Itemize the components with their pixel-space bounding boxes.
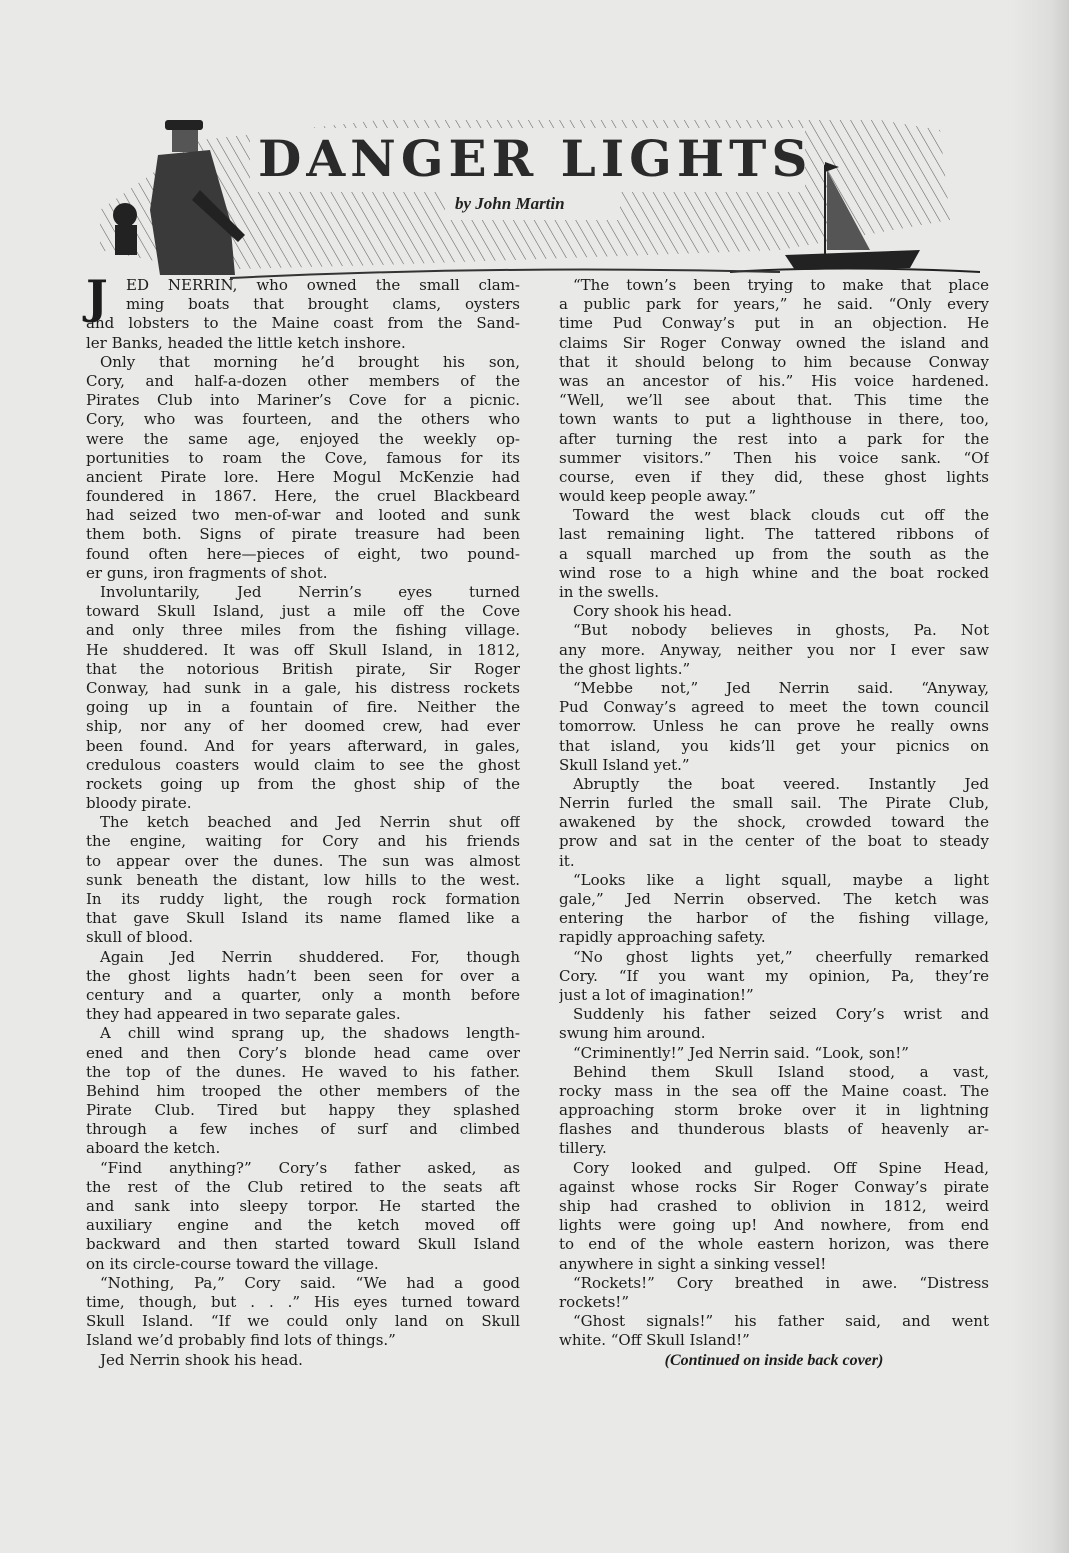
text-line: A chill wind sprang up, the shadows length- xyxy=(100,1024,520,1043)
left-column xyxy=(86,270,520,1370)
paragraph xyxy=(86,1351,520,1370)
text-line: toward Skull Island, just a mile off the Cove xyxy=(86,602,520,621)
text-line: going up in a fountain of fire. Neither the xyxy=(86,698,520,717)
text-line: just a lot of imagination!” xyxy=(559,985,754,1004)
text-line: any more. Anyway, neither you nor I ever saw xyxy=(559,640,989,659)
paragraph xyxy=(559,1063,989,1159)
text-line: been found. And for years afterward, in gales, xyxy=(86,736,520,755)
text-line: entering the harbor of the fishing village, xyxy=(559,909,989,928)
text-line: against whose rocks Sir Roger Conway’s pirate xyxy=(559,1177,989,1196)
text-line: in the swells. xyxy=(559,583,660,601)
text-line: and sank into sleepy torpor. He started the xyxy=(86,1197,520,1215)
text-line: rockets going up from the ghost ship of the xyxy=(86,774,520,793)
drop-cap: J xyxy=(86,270,108,324)
paragraph xyxy=(559,775,989,871)
text-line: time Pud Conway’s put in an objection. He xyxy=(559,314,989,333)
paragraph xyxy=(86,1274,520,1351)
text-line: the ghost lights hadn’t been seen for over a xyxy=(86,966,520,985)
text-line: and lobsters to the Maine coast from the Sand- xyxy=(86,314,520,333)
text-line: were the same age, enjoyed the weekly op- xyxy=(86,429,520,448)
text-line: foundered in 1867. Here, the cruel Blackbeard xyxy=(86,487,520,506)
text-line: Abruptly the boat veered. Instantly Jed xyxy=(573,774,989,793)
text-line: that gave Skull Island its name flamed like a xyxy=(86,909,520,928)
text-line: Cory, who was fourteen, and the others who xyxy=(86,410,520,429)
text-line: last remaining light. The tattered ribbons of xyxy=(559,525,989,544)
paragraph xyxy=(86,1024,520,1158)
text-line: aboard the ketch. xyxy=(86,1139,221,1158)
text-line: Skull Island. “If we could only land on Skull xyxy=(86,1312,520,1331)
text-line: to end of the whole eastern horizon, was there xyxy=(559,1235,989,1254)
text-line: gale,” Jed Nerrin observed. The ketch was xyxy=(559,890,989,908)
article-title: DANGER LIGHTS xyxy=(258,129,813,188)
paragraph xyxy=(559,679,989,775)
text-line: century and a quarter, only a month before xyxy=(86,985,520,1004)
paragraph xyxy=(559,1274,989,1312)
text-line: a public park for years,” he said. “Only every xyxy=(559,295,989,314)
text-line: would keep people away.” xyxy=(559,487,757,506)
text-line: Pirates Club into Mariner’s Cove for a picnic. xyxy=(86,391,520,410)
text-line: ened and then Cory’s blonde head came over xyxy=(86,1043,520,1062)
text-line: Nerrin furled the small sail. The Pirate Club, xyxy=(559,794,989,813)
text-line: that island, you kids’ll get your picnics on xyxy=(559,736,989,755)
paragraph xyxy=(559,1005,989,1043)
text-line: ler Banks, headed the little ketch inshore. xyxy=(86,333,406,352)
text-line: time, though, but . . .” His eyes turned toward xyxy=(86,1292,520,1311)
text-line: Involuntarily, Jed Nerrin’s eyes turned xyxy=(100,583,520,601)
text-line: er guns, iron fragments of shot. xyxy=(86,563,328,582)
text-line: Only that morning he’d brought his son, xyxy=(100,352,520,371)
text-line: Pirate Club. Tired but happy they splashed xyxy=(86,1101,520,1120)
text-line: the engine, waiting for Cory and his friends xyxy=(86,832,520,851)
paragraph xyxy=(559,621,989,679)
text-line: “Well, we’ll see about that. This time the xyxy=(559,391,989,410)
text-line: through a few inches of surf and climbed xyxy=(86,1120,520,1139)
text-line: skull of blood. xyxy=(86,928,193,947)
text-line: was an ancestor of his.” His voice hardened. xyxy=(559,371,989,390)
text-line: claims Sir Roger Conway owned the island and xyxy=(559,333,989,352)
text-line: ship, nor any of her doomed crew, had ever xyxy=(86,717,520,736)
right-column xyxy=(559,276,989,1370)
paragraph xyxy=(86,948,520,1025)
text-line: they had appeared in two separate gales. xyxy=(86,1005,401,1024)
text-line: “Looks like a light squall, maybe a light xyxy=(573,870,989,889)
text-line: Behind him trooped the other members of the xyxy=(86,1081,520,1100)
text-line: the top of the dunes. He waved to his father. xyxy=(86,1062,520,1081)
text-line: Again Jed Nerrin shuddered. For, though xyxy=(100,947,520,966)
text-line: anywhere in sight a sinking vessel! xyxy=(559,1254,827,1273)
paragraph xyxy=(86,353,520,583)
text-line: Island we’d probably find lots of things.” xyxy=(86,1331,396,1350)
text-line: “The town’s been trying to make that place xyxy=(573,276,989,294)
text-line: flashes and thunderous blasts of heavenly ar- xyxy=(559,1120,989,1139)
text-line: Jed Nerrin shook his head. xyxy=(100,1350,303,1369)
text-line: Cory looked and gulped. Off Spine Head, xyxy=(573,1158,989,1177)
paragraph xyxy=(559,1159,989,1274)
page-edge-shadow xyxy=(1009,0,1069,1553)
text-line: prow and sat in the center of the boat to steady xyxy=(559,832,989,851)
text-line: and only three miles from the fishing village. xyxy=(86,621,520,640)
text-line: ship had crashed to oblivion in 1812, weird xyxy=(559,1197,989,1215)
text-line: auxiliary engine and the ketch moved off xyxy=(86,1216,520,1235)
text-line: “Find anything?” Cory’s father asked, as xyxy=(100,1158,520,1177)
text-line: bloody pirate. xyxy=(86,794,192,813)
text-line: summer visitors.” Then his voice sank. “Of xyxy=(559,448,989,467)
text-line: ming boats that brought clams, oysters xyxy=(126,295,520,314)
text-line: “Mebbe not,” Jed Nerrin said. “Anyway, xyxy=(573,678,989,697)
text-line: ancient Pirate lore. Here Mogul McKenzie had xyxy=(86,467,520,486)
text-line: that it should belong to him because Conway xyxy=(559,352,989,371)
paragraph xyxy=(559,948,989,1006)
text-line: tillery. xyxy=(559,1139,607,1158)
text-line: Cory. “If you want my opinion, Pa, they’re xyxy=(559,966,989,985)
text-line: “Criminently!” Jed Nerrin said. “Look, son!” xyxy=(573,1043,909,1062)
paragraph xyxy=(86,1159,520,1274)
text-line: to appear over the dunes. The sun was almost xyxy=(86,851,520,870)
continued-note: (Continued on inside back cover) xyxy=(664,1351,884,1369)
paragraph xyxy=(86,813,520,947)
text-line: Pud Conway’s agreed to meet the town council xyxy=(559,698,989,717)
text-line: after turning the rest into a park for the xyxy=(559,429,989,448)
text-line: the rest of the Club retired to the seats aft xyxy=(86,1177,520,1196)
text-line: them both. Signs of pirate treasure had been xyxy=(86,525,520,544)
text-line: credulous coasters would claim to see the ghost xyxy=(86,755,520,774)
text-line: had seized two men-of-war and looted and sunk xyxy=(86,506,520,525)
text-line: backward and then started toward Skull Island xyxy=(86,1235,520,1254)
text-line: “Nothing, Pa,” Cory said. “We had a good xyxy=(100,1273,520,1292)
text-line: “But nobody believes in ghosts, Pa. Not xyxy=(573,621,989,640)
text-line: course, even if they did, these ghost lights xyxy=(559,467,989,486)
text-line: wind rose to a high whine and the boat rocked xyxy=(559,563,989,582)
text-line: the ghost lights.” xyxy=(559,659,691,678)
text-line: rockets!” xyxy=(559,1292,629,1311)
text-line: The ketch beached and Jed Nerrin shut off xyxy=(100,813,520,832)
text-line: lights were going up! And nowhere, from end xyxy=(559,1216,989,1235)
text-line: swung him around. xyxy=(559,1024,706,1043)
text-line: He shuddered. It was off Skull Island, in 1812, xyxy=(86,640,520,659)
text-line: ED NERRIN, who owned the small clam- xyxy=(126,276,520,294)
text-line: rapidly approaching safety. xyxy=(559,928,766,947)
paragraph xyxy=(559,1312,989,1350)
text-line: tomorrow. Unless he can prove he really owns xyxy=(559,717,989,736)
text-line: Suddenly his father seized Cory’s wrist and xyxy=(573,1005,989,1024)
text-line: Behind them Skull Island stood, a vast, xyxy=(573,1062,989,1081)
text-line: In its ruddy light, the rough rock formation xyxy=(86,890,520,908)
text-line: approaching storm broke over it in lightning xyxy=(559,1101,989,1120)
text-line: Toward the west black clouds cut off the xyxy=(573,506,989,525)
text-line: rocky mass in the sea off the Maine coast. The xyxy=(559,1081,989,1100)
text-line: sunk beneath the distant, low hills to the west. xyxy=(86,870,520,889)
text-line: white. “Off Skull Island!” xyxy=(559,1331,750,1350)
paragraph xyxy=(86,583,520,813)
text-line: Skull Island yet.” xyxy=(559,755,690,774)
text-line: that the notorious British pirate, Sir Roger xyxy=(86,659,520,678)
text-line: “Rockets!” Cory breathed in awe. “Distress xyxy=(573,1273,989,1292)
paragraph xyxy=(559,506,989,602)
paragraph xyxy=(559,276,989,506)
text-line: awakened by the shock, crowded toward the xyxy=(559,813,989,832)
text-line: Cory shook his head. xyxy=(573,602,732,621)
text-line: “No ghost lights yet,” cheerfully remarked xyxy=(573,947,989,966)
text-line: town wants to put a lighthouse in there, too, xyxy=(559,410,989,429)
text-line: “Ghost signals!” his father said, and went xyxy=(573,1312,989,1331)
header-illustration xyxy=(80,100,1000,280)
text-line: portunities to roam the Cove, famous for its xyxy=(86,448,520,467)
text-line: on its circle-course toward the village. xyxy=(86,1254,379,1273)
text-line: found often here—pieces of eight, two pound- xyxy=(86,544,520,563)
paragraph xyxy=(559,602,989,621)
paragraph xyxy=(559,871,989,948)
text-line: Conway, had sunk in a gale, his distress rockets xyxy=(86,678,520,697)
paragraph xyxy=(559,1044,989,1063)
text-line: a squall marched up from the south as the xyxy=(559,544,989,563)
text-line: Cory, and half-a-dozen other members of the xyxy=(86,371,520,390)
byline: by John Martin xyxy=(455,194,565,213)
paragraph xyxy=(86,270,520,353)
text-line: it. xyxy=(559,851,575,870)
